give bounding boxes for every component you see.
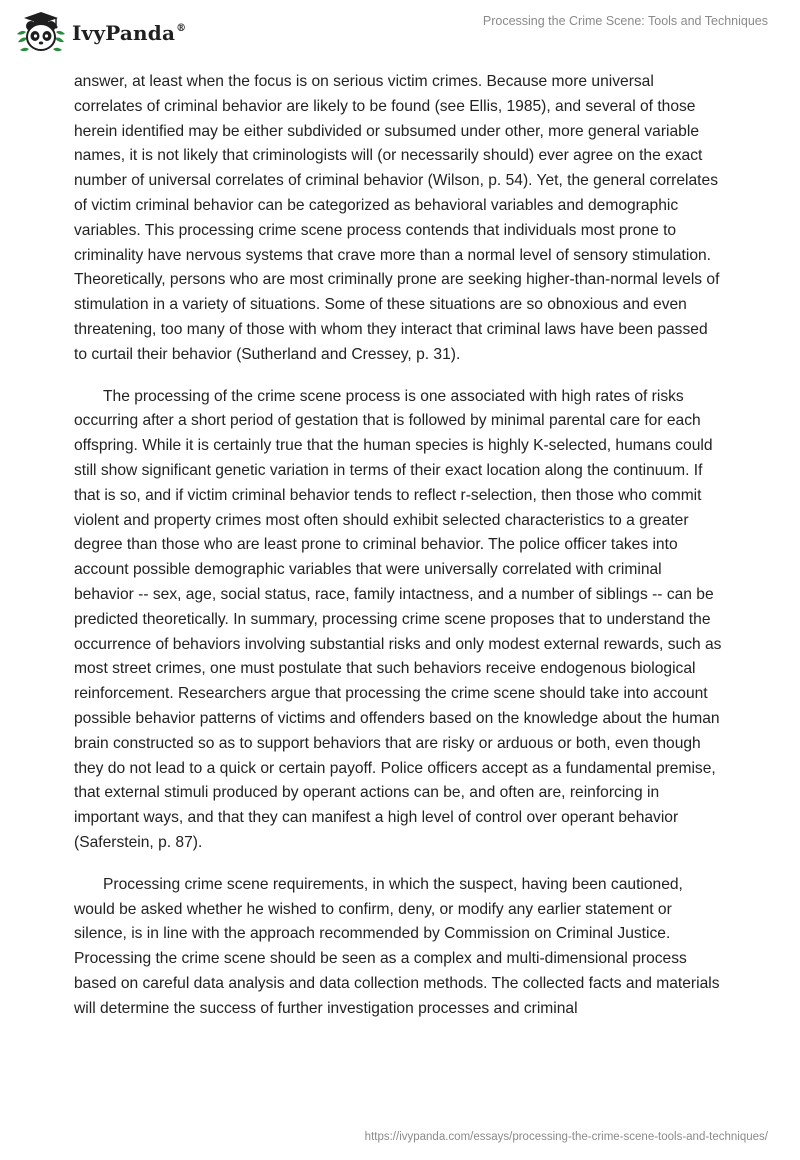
registered-mark: ® bbox=[176, 23, 187, 34]
page-header bbox=[0, 0, 800, 60]
document-title: Processing the Crime Scene: Tools and Techniques bbox=[482, 14, 768, 28]
paragraph-1: answer, at least when the focus is on serious victim crimes. Because more universal correlates of criminal behavior are likely to be found (see Ellis, 1985), and several of those herein identified may be either subdivided or subsumed under other, more general variable names, it is not likely that criminologists will (or necessarily should) ever agree on the exact number of universal correlates of criminal behavior (Wilson, p. 54). Yet, the general correlates of victim criminal behavior can be categorized as behavioral variables and demographic variables. This processing crime scene process contends that individuals most prone to criminality have nervous systems that crave more than a normal level of sensory stimulation. Theoretically, persons who are most criminally prone are seeking higher-than-normal levels of stimulation in a variety of situations. Some of these situations are so obnoxious and even threatening, too many of those with whom they interact that criminal laws have been passed to curtail their behavior (Sutherland and Cressey, p. 31). bbox=[74, 73, 720, 363]
brand-name: IvyPanda® bbox=[72, 21, 187, 45]
source-url: https://ivypanda.com/essays/processing-the-crime-scene-tools-and-techniques/ bbox=[364, 1131, 768, 1143]
paragraph-2: The processing of the crime scene process is one associated with high rates of risks occurring after a short period of gestation that is followed by minimal parental care for each offspring. While it is certainly true that the human species is highly K-selected, humans could still show significant genetic variation in terms of their exact location along the continuum. If that is so, and if victim criminal behavior tends to reflect r-selection, then those who commit violent and property crimes most often should exhibit selected characteristics to a greater degree than those who are least prone to criminal behavior. The police officer takes into account possible demographic variables that were universally correlated with criminal behavior -- sex, age, social status, race, family intactness, and a number of siblings -- can be predicted theoretically. In summary, processing crime scene proposes that to understand the occurrence of behaviors involving substantial risks and only modest external rewards, such as most street crimes, one must postulate that such behaviors receive endogenous biological reinforcement. Researchers argue that processing the crime scene should take into account possible behavior patterns of victims and offenders based on the knowledge about the human brain constructed so as to support behaviors that are risky or arduous or both, even though they do not lead to a quick or certain payoff. Police officers accept as a fundamental premise, that external stimuli produced by operant actions can be, and often are, reinforcing in important ways, and that they can manifest a high level of control over operant behavior (Saferstein, p. 87). bbox=[74, 387, 722, 851]
paragraph-3: Processing crime scene requirements, in which the suspect, having been cautioned, would be asked whether he wished to confirm, deny, or modify any earlier statement or silence, is in line with the approach recommended by Commission on Criminal Justice. Processing the crime scene should be seen as a complex and multi-dimensional process based on careful data analysis and data collection methods. The collected facts and materials will determine the success of further investigation processes and criminal bbox=[74, 875, 720, 1017]
brand-logo-link[interactable] bbox=[14, 6, 186, 60]
article-body bbox=[74, 70, 724, 1038]
panda-graduate-icon bbox=[14, 6, 68, 60]
